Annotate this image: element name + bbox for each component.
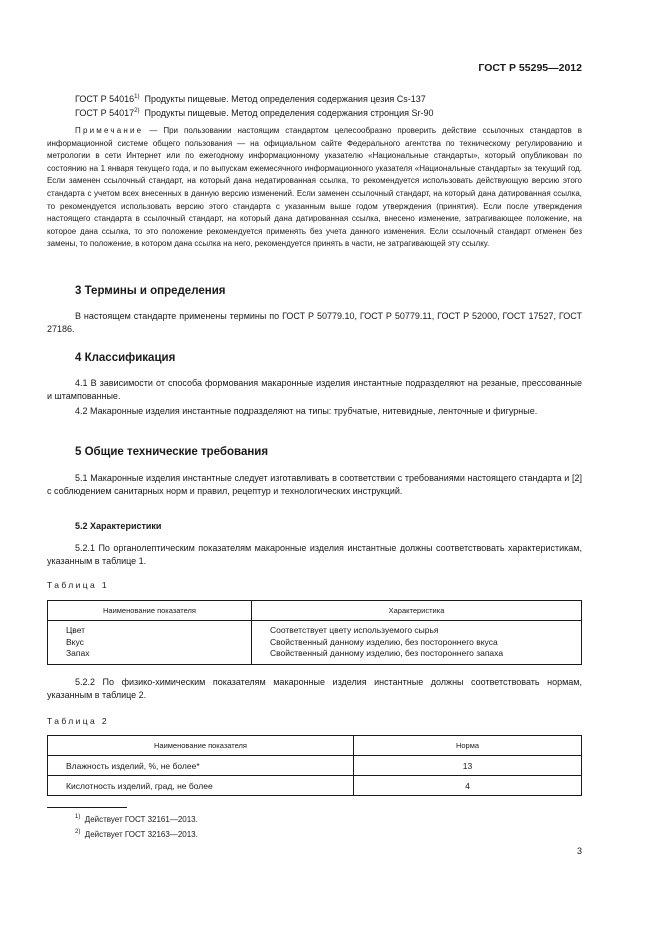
footnote-1	[75, 811, 198, 827]
table-header-cell: Норма	[354, 736, 582, 756]
section-4-2-text: 4.2 Макаронные изделия инстантные подразделяют на типы: трубчатые, нитевидные, ленточные и фигурные.	[75, 406, 538, 416]
footnote-mark: 2)	[134, 108, 140, 114]
table-header-cell: Наименование показателя	[48, 736, 354, 756]
reference-line-2	[75, 105, 434, 120]
footnote-divider	[47, 807, 127, 808]
table-row	[48, 621, 582, 665]
section-5-1-text: 5.1 Макаронные изделия инстантные следует изготавливать в соответствии с требованиями настоящего стандарта и [2] с соблюдением санитарных норм и правил, рецептур и технологических инструкций.	[47, 473, 582, 497]
footnote-text: Действует ГОСТ 32163—2013.	[84, 830, 198, 839]
table-cell: Влажность изделий, %, не более*	[48, 756, 354, 776]
footnote-2	[75, 826, 198, 842]
table-cell: Свойственный данному изделию, без постороннего вкуса	[270, 636, 498, 647]
table-cell-names	[48, 621, 252, 665]
footnote-mark: 1)	[75, 814, 81, 820]
section-4-heading: 4 Классификация	[75, 352, 176, 364]
table-cell: Вкус	[66, 636, 84, 647]
table-2	[47, 735, 582, 796]
table-cell: Свойственный данному изделию, без постороннего запаха	[270, 648, 504, 659]
note-label: Примечание	[75, 126, 144, 135]
page-number: 3	[576, 846, 582, 856]
table-cell: Кислотность изделий, град, не более	[48, 776, 354, 796]
table-2-caption: Таблица 2	[47, 716, 110, 726]
table-cell: 4	[354, 776, 582, 796]
table-header-cell: Наименование показателя	[48, 601, 252, 621]
table-cell-values	[252, 621, 582, 665]
table-cell: Запах	[66, 648, 90, 659]
table-1	[47, 600, 582, 665]
note-text: — При пользовании настоящим стандартом целесообразно проверить действие ссылочных стандартов в информационной системе общего пользования — на официальном сайте Федерального агентства по техническому регулированию и метрологии в сети Интернет или по ежегодному информационному указателю «Национальные стандарты», который опубликован по состоянию на 1 января текущего года, и по выпускам ежемесячного информационного указателя «Национальные стандарты» за текущий год. Если заменен ссылочный стандарт, на который дана недатированная ссылка, то рекомендуется использовать действующую версию этого стандарта с учетом всех внесенных в данную версию изменений. Если заменен ссылочный стандарт, на который дана датированная ссылка, то рекомендуется использовать версию этого стандарта с указанным выше годом утверждения (принятия). Если после утверждения настоящего стандарта в ссылочный стандарт, на который дана датированная ссылка, внесено изменение, затрагивающее положение, на которое дана ссылка, то это положение рекомендуется применять без учета данного изменения. Если ссылочный стандарт отменен без замены, то положение, в котором дана ссылка на него, рекомендуется принять в части, не затрагивающей эту ссылку.	[47, 126, 582, 249]
table-cell: 13	[354, 756, 582, 776]
section-5-2-heading: 5.2 Характеристики	[75, 521, 162, 531]
table-cell: Соответствует цвету используемого сырья	[270, 625, 439, 635]
note-paragraph	[47, 125, 582, 251]
table-1-caption: Таблица 1	[47, 580, 110, 590]
reference-code: ГОСТ Р 54016	[75, 94, 135, 104]
section-5-2-2-text: 5.2.2 По физико-химическим показателям макаронные изделия инстантные должны соответствовать нормам, указанным в таблице 2.	[47, 677, 582, 701]
footnote-text: Действует ГОСТ 32161—2013.	[84, 815, 198, 824]
section-5-2-1-text: 5.2.1 По органолептическим показателям макаронные изделия инстантные должны соответствовать характеристикам, указанным в таблице 1.	[47, 543, 582, 567]
table-row	[48, 776, 582, 796]
footnote-mark: 2)	[75, 829, 81, 835]
reference-title: Продукты пищевые. Метод определения содержания цезия Cs-137	[144, 94, 426, 104]
reference-title: Продукты пищевые. Метод определения содержания стронция Sr-90	[144, 108, 434, 118]
reference-line-1	[75, 91, 426, 106]
section-3-text: В настоящем стандарте применены термины по ГОСТ Р 50779.10, ГОСТ Р 50779.11, ГОСТ Р 52000, ГОСТ 17527, ГОСТ 27186.	[47, 311, 582, 335]
footnote-mark: 1)	[134, 94, 140, 100]
table-cell: Цвет	[66, 625, 86, 635]
section-3-heading: 3 Термины и определения	[75, 285, 226, 297]
section-5-heading: 5 Общие технические требования	[75, 446, 269, 458]
section-4-1-text: 4.1 В зависимости от способа формования макаронные изделия инстантные подразделяют на резаные, прессованные и штампованные.	[47, 378, 582, 402]
table-row	[48, 756, 582, 776]
reference-code: ГОСТ Р 54017	[75, 108, 135, 118]
standard-code-header: ГОСТ Р 55295—2012	[478, 62, 582, 74]
table-header-cell: Характеристика	[252, 601, 582, 621]
